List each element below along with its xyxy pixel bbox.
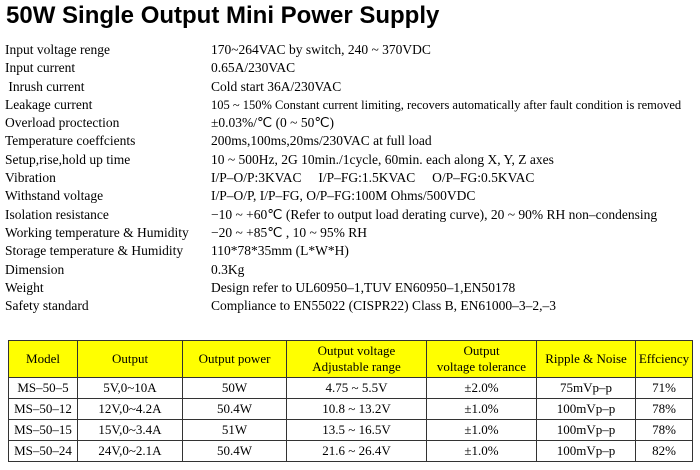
spec-value: 110*78*35mm (L*W*H)	[211, 243, 349, 259]
spec-value: I/P–O/P, I/P–FG, O/P–FG:100M Ohms/500VDC	[211, 188, 476, 204]
table-header-row	[9, 341, 693, 378]
spec-value: 105 ~ 150% Constant current limiting, recovers automatically after fault condition is removed	[211, 97, 682, 112]
cell-ripple: 100mVp–p	[537, 399, 636, 420]
cell-ripple: 100mVp–p	[537, 441, 636, 462]
spec-value: 0.3Kg	[211, 261, 245, 277]
header-line: Output power	[198, 351, 271, 366]
spec-label: Leakage current	[5, 96, 93, 112]
spec-value: 0.65A/230VAC	[211, 60, 296, 76]
header-line: Output	[111, 351, 149, 366]
spec-label: Isolation resistance	[5, 206, 109, 222]
spec-label: Temperature coeffcients	[5, 133, 136, 149]
spec-label: Input voltage renge	[5, 42, 110, 57]
column-header-ripple-noise	[537, 341, 636, 378]
spec-label: Safety standard	[5, 298, 89, 314]
cell-power: 50W	[183, 378, 287, 399]
cell-voltage-range: 13.5 ~ 16.5V	[287, 420, 427, 441]
spec-value: Design refer to UL60950–1,TUV EN60950–1,EN50178	[211, 279, 516, 295]
spec-label: Setup,rise,hold up time	[5, 151, 131, 167]
spec-label: Vibration	[5, 170, 56, 186]
header-line: Model	[26, 351, 60, 366]
cell-ripple: 100mVp–p	[537, 420, 636, 441]
spec-value: 200ms,100ms,20ms/230VAC at full load	[211, 133, 432, 149]
header-line: Output	[463, 343, 500, 358]
spec-value: Cold start 36A/230VAC	[211, 78, 342, 94]
cell-tolerance: ±1.0%	[427, 441, 537, 462]
spec-value: 10 ~ 500Hz, 2G 10min./1cycle, 60min. each along X, Y, Z axes	[211, 151, 554, 167]
header-line: voltage tolerance	[436, 359, 527, 374]
cell-power: 51W	[183, 420, 287, 441]
cell-efficiency: 78%	[636, 399, 693, 420]
cell-tolerance: ±1.0%	[427, 399, 537, 420]
cell-model: MS–50–12	[9, 399, 78, 420]
header-line: Ripple & Noise	[545, 351, 627, 366]
cell-ripple: 75mVp–p	[537, 378, 636, 399]
spec-value: Compliance to EN55022 (CISPR22) Class B, EN61000–3–2,–3	[211, 298, 556, 314]
table-row	[9, 441, 693, 462]
cell-efficiency: 71%	[636, 378, 693, 399]
cell-output: 24V,0~2.1A	[78, 441, 183, 462]
column-header-model	[9, 341, 78, 378]
column-header-voltage-range	[287, 341, 427, 378]
spec-value: I/P–O/P:3KVAC I/P–FG:1.5KVAC O/P–FG:0.5KVAC	[211, 170, 535, 186]
cell-power: 50.4W	[183, 399, 287, 420]
spec-label: Dimension	[5, 261, 65, 277]
header-line: Adjustable range	[312, 359, 401, 374]
cell-voltage-range: 4.75 ~ 5.5V	[287, 378, 427, 399]
spec-label: Working temperature & Humidity	[5, 224, 189, 240]
cell-model: MS–50–24	[9, 441, 78, 462]
table-row	[9, 378, 693, 399]
spec-value: ±0.03%/℃ (0 ~ 50℃)	[211, 115, 335, 131]
spec-label: Inrush current	[5, 78, 85, 94]
column-header-output-power	[183, 341, 287, 378]
cell-output: 12V,0~4.2A	[78, 399, 183, 420]
spec-value: −10 ~ +60℃ (Refer to output load derating curve), 20 ~ 90% RH non–condensing	[211, 206, 658, 222]
cell-output: 15V,0~3.4A	[78, 420, 183, 441]
column-header-voltage-tolerance	[427, 341, 537, 378]
header-line: Effciency	[638, 351, 690, 366]
spec-value: 170~264VAC by switch, 240 ~ 370VDC	[211, 42, 431, 57]
header-line: Output voltage	[317, 343, 396, 358]
cell-efficiency: 82%	[636, 441, 693, 462]
column-header-efficiency	[636, 341, 693, 378]
column-header-output	[78, 341, 183, 378]
spec-label: Weight	[5, 279, 44, 295]
spec-label: Overload proctection	[5, 115, 120, 131]
spec-label: Input current	[5, 60, 76, 76]
cell-model: MS–50–15	[9, 420, 78, 441]
cell-voltage-range: 21.6 ~ 26.4V	[287, 441, 427, 462]
cell-model: MS–50–5	[9, 378, 78, 399]
page-title: 50W Single Output Mini Power Supply	[6, 2, 440, 29]
spec-label: Storage temperature & Humidity	[5, 243, 184, 259]
cell-tolerance: ±1.0%	[427, 420, 537, 441]
spec-value: −20 ~ +85℃ , 10 ~ 95% RH	[211, 224, 367, 240]
cell-output: 5V,0~10A	[78, 378, 183, 399]
spec-label: Withstand voltage	[5, 188, 104, 204]
model-table	[8, 340, 693, 462]
table-row	[9, 420, 693, 441]
cell-power: 50.4W	[183, 441, 287, 462]
cell-voltage-range: 10.8 ~ 13.2V	[287, 399, 427, 420]
table-row	[9, 399, 693, 420]
cell-tolerance: ±2.0%	[427, 378, 537, 399]
cell-efficiency: 78%	[636, 420, 693, 441]
